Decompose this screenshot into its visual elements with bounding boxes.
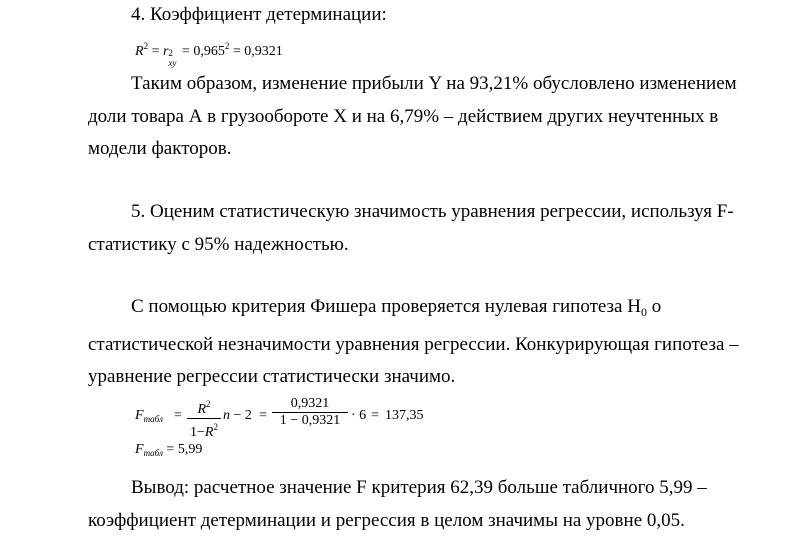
paragraph-line: Вывод: расчетное значение F критерия 62,39 больше табличного 5,99 –: [131, 477, 707, 498]
r-symbol: R: [135, 44, 144, 59]
r-xy-subscript: xy: [168, 58, 177, 68]
paragraph-line: [88, 291, 743, 329]
equals-sign: =: [166, 442, 175, 457]
section-5-paragraph: [88, 196, 743, 261]
paragraph-line: коэффициент детерминации и регрессия в целом значимы на уровне 0,05.: [88, 509, 685, 531]
f-symbol: F: [135, 408, 144, 423]
multiplier: · 6: [351, 408, 367, 423]
minus-two: − 2: [233, 408, 252, 423]
r-xy-exponent: 2: [168, 48, 173, 58]
f-result: 137,35: [385, 408, 424, 423]
fraction-r2: [187, 396, 221, 441]
paragraph-line: Таким образом, изменение прибыли Y на 93,21% обусловлено изменением: [131, 73, 737, 94]
correlation-base: 0,965: [193, 44, 225, 59]
base-exponent: 2: [224, 41, 230, 51]
r-exponent: 2: [143, 41, 149, 51]
determination-formula: [135, 38, 283, 68]
equals-sign: =: [259, 408, 267, 423]
f-subscript: табл: [143, 414, 163, 424]
denominator-r: R: [204, 425, 214, 440]
equals-sign: =: [181, 44, 190, 59]
equals-sign: =: [232, 44, 241, 59]
denominator-one: 1: [190, 425, 198, 440]
equals-sign: =: [174, 408, 182, 423]
fisher-paragraph: [88, 291, 743, 394]
paragraph-line: модели факторов.: [88, 138, 232, 159]
determination-result: 0,9321: [244, 44, 283, 59]
numerator-exp: 2: [206, 399, 211, 409]
f-table-value: 5,99: [177, 442, 203, 457]
paragraph-line: уравнение регрессии статистически значимо.: [88, 366, 456, 387]
interpretation-paragraph: [88, 68, 743, 166]
f-symbol: F: [135, 442, 144, 457]
denominator-exp: 2: [213, 422, 218, 432]
paragraph-line: статистической незначимости уравнения регрессии. Конкурирующая гипотеза –: [88, 333, 739, 355]
h0-subscript: 0: [640, 305, 647, 319]
f-table-formula: [135, 442, 202, 461]
paragraph-line: 5. Оценим статистическую значимость уравнения регрессии, используя F-: [131, 201, 734, 222]
conclusion-paragraph: [88, 472, 743, 537]
paragraph-line: доли товара А в грузообороте X и на 6,79% – действием других неучтенных в: [88, 105, 719, 127]
r-xy-symbol: r: [162, 44, 169, 59]
numerator-value: 0,9321: [290, 396, 330, 411]
paragraph-line: статистику с 95% надежностью.: [88, 233, 349, 255]
f-subscript: табл: [143, 448, 163, 458]
equals-sign: =: [371, 408, 379, 423]
denominator-minus: −: [197, 425, 205, 440]
fisher-line-text: С помощью критерия Фишера проверяется нулевая гипотеза H: [131, 296, 641, 317]
denominator-value: 1 − 0,9321: [272, 412, 348, 429]
equals-sign: =: [151, 44, 160, 59]
n-term: n: [223, 408, 230, 423]
fraction-values: [272, 396, 348, 429]
numerator-r: R: [197, 402, 207, 417]
fisher-line-end: о: [646, 296, 662, 317]
section-4-heading: 4. Коэффициент детерминации:: [131, 4, 387, 25]
